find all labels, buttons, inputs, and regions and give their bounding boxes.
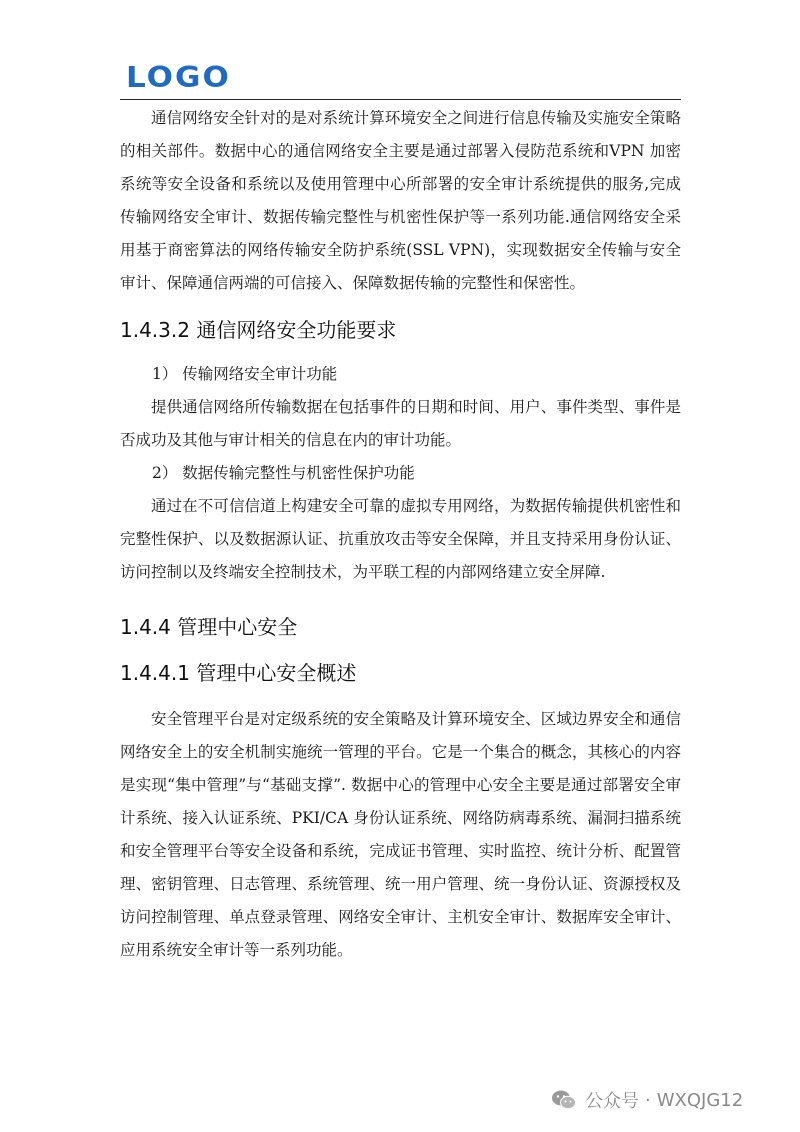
list-item-1-body: 提供通信网络所传输数据在包括事件的日期和时间、用户、事件类型、事件是否成功及其他与审计相关的信息在内的审计功能。: [120, 398, 681, 449]
page-header: [120, 60, 681, 102]
watermark: [551, 1085, 743, 1115]
logo: LOGO: [126, 61, 231, 95]
wechat-icon: [551, 1089, 577, 1111]
intro-paragraph: 通信网络安全针对的是对系统计算环境安全之间进行信息传输及实施安全策略的相关部件。数据中心的通信网络安全主要是通过部署入侵防范系统和VPN 加密系统等安全设备和系统以及使用管理中心所部署的安全审计系统提供的服务,完成传输网络安全审计、数据传输完整性与机密性保护等一系列功能.通信网络安全采用基于商密算法的网络传输安全防护系统(SSL VPN)，实现数据安全传输与安全审计、保障通信两端的可信接入、保障数据传输的完整性和保密性。: [120, 109, 681, 292]
heading-1-4-4-1: 1.4.4.1 管理中心安全概述: [120, 661, 357, 685]
watermark-label: 公众号: [585, 1091, 639, 1112]
list-item-2-title: 2） 数据传输完整性与机密性保护功能: [152, 464, 415, 482]
list-item-2-body: 通过在不可信信道上构建安全可靠的虚拟专用网络，为数据传输提供机密性和完整性保护、以及数据源认证、抗重放攻击等安全保障，并且支持采用身份认证、访问控制以及终端安全控制技术，为平联工程的内部网络建立安全屏障.: [120, 497, 681, 581]
document-body: [120, 102, 681, 967]
heading-1-4-3-2: 1.4.3.2 通信网络安全功能要求: [120, 318, 397, 342]
heading-1-4-4: 1.4.4 管理中心安全: [120, 615, 298, 639]
list-item-1-title: 1） 传输网络安全审计功能: [152, 365, 338, 383]
watermark-account: WXQJG12: [656, 1089, 744, 1111]
header-rule: [120, 99, 681, 100]
watermark-separator: ·: [645, 1089, 651, 1111]
management-center-paragraph: 安全管理平台是对定级系统的安全策略及计算环境安全、区域边界安全和通信网络安全上的安全机制实施统一管理的平台。它是一个集合的概念，其核心的内容是实现“集中管理”与“基础支撑”. 数据中心的管理中心安全主要是通过部署安全审计系统、接入认证系统、PKI/CA 身份认证系统、网络防病毒系统、漏洞扫描系统和安全管理平台等安全设备和系统，完成证书管理、实时监控、统计分析、配置管理、密钥管理、日志管理、系统管理、统一用户管理、统一身份认证、资源授权及访问控制管理、单点登录管理、网络安全审计、主机安全审计、数据库安全审计、应用系统安全审计等一系列功能。: [120, 710, 681, 959]
